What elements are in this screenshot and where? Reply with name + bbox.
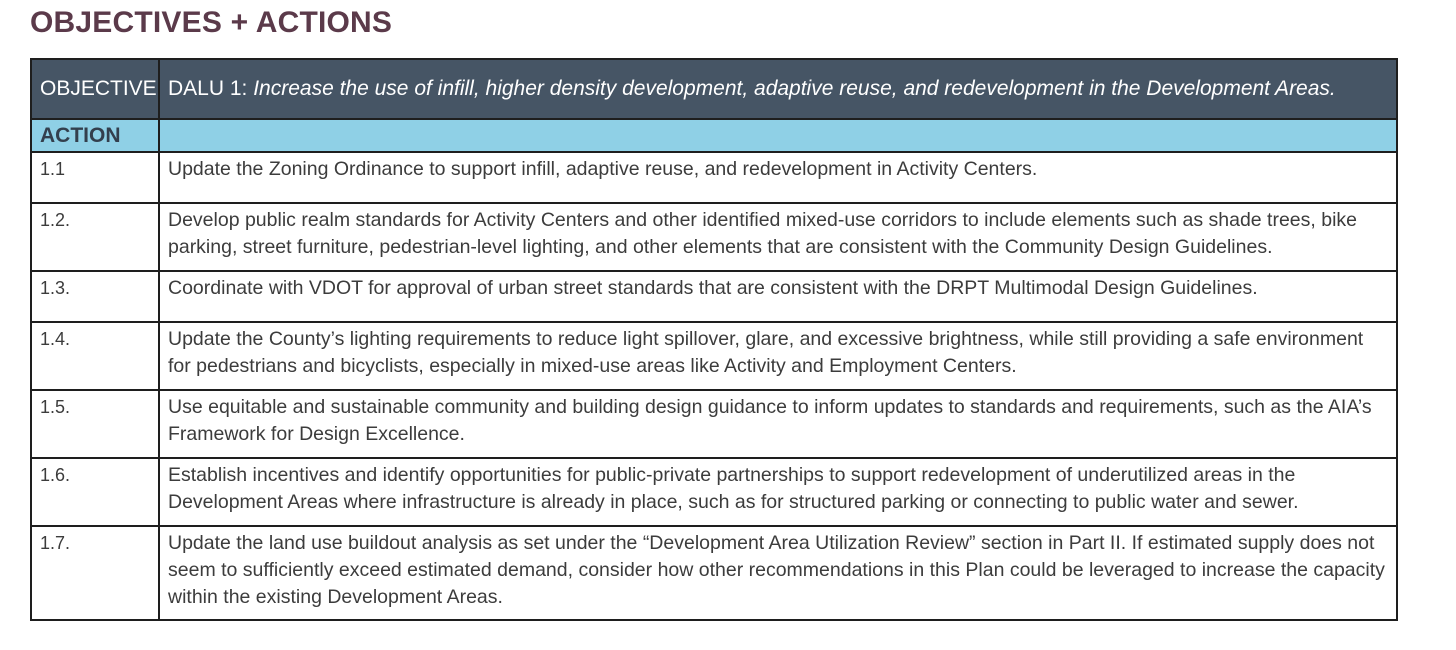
table-row — [31, 203, 1397, 271]
table-row — [31, 322, 1397, 390]
action-number: 1.6. — [31, 458, 159, 526]
objective-code: DALU 1: — [168, 77, 248, 100]
action-number: 1.5. — [31, 390, 159, 458]
action-text: Update the Zoning Ordinance to support infill, adaptive reuse, and redevelopment in Activity Centers. — [159, 152, 1397, 203]
action-header-empty-cell — [159, 119, 1397, 152]
action-number: 1.4. — [31, 322, 159, 390]
objectives-actions-table — [30, 58, 1398, 621]
objective-label: OBJECTIVE — [31, 59, 159, 119]
action-text: Use equitable and sustainable community and building design guidance to inform updates to standards and requirements, such as the AIA’s Framework for Design Excellence. — [159, 390, 1397, 458]
action-text: Update the land use buildout analysis as set under the “Development Area Utilization Review” section in Part II. If estimated supply does not seem to sufficiently exceed estimated demand, consider how other recommendations in this Plan could be leveraged to increase the capacity within the existing Development Areas. — [159, 526, 1397, 620]
action-header-row — [31, 119, 1397, 152]
objective-cell — [159, 59, 1397, 119]
table-row — [31, 458, 1397, 526]
action-number: 1.3. — [31, 271, 159, 322]
objective-header-row — [31, 59, 1397, 119]
action-number: 1.1 — [31, 152, 159, 203]
action-text: Develop public realm standards for Activity Centers and other identified mixed-use corridors to include elements such as shade trees, bike parking, street furniture, pedestrian-level lighting, and other elements that are consistent with the Community Design Guidelines. — [159, 203, 1397, 271]
page-title: OBJECTIVES + ACTIONS — [30, 6, 393, 39]
action-text: Coordinate with VDOT for approval of urban street standards that are consistent with the DRPT Multimodal Design Guidelines. — [159, 271, 1397, 322]
action-number: 1.7. — [31, 526, 159, 620]
action-text: Establish incentives and identify opportunities for public-private partnerships to support redevelopment of underutilized areas in the Development Areas where infrastructure is already in place, such as for structured parking or connecting to public water and sewer. — [159, 458, 1397, 526]
table-row — [31, 390, 1397, 458]
objective-text: Increase the use of infill, higher density development, adaptive reuse, and redevelopment in the Development Areas. — [253, 77, 1336, 100]
action-text: Update the County’s lighting requirements to reduce light spillover, glare, and excessive brightness, while still providing a safe environment for pedestrians and bicyclists, especially in mixed-use areas like Activity and Employment Centers. — [159, 322, 1397, 390]
table-row — [31, 152, 1397, 203]
table-row — [31, 526, 1397, 620]
action-label: ACTION — [31, 119, 159, 152]
action-number: 1.2. — [31, 203, 159, 271]
table-row — [31, 271, 1397, 322]
